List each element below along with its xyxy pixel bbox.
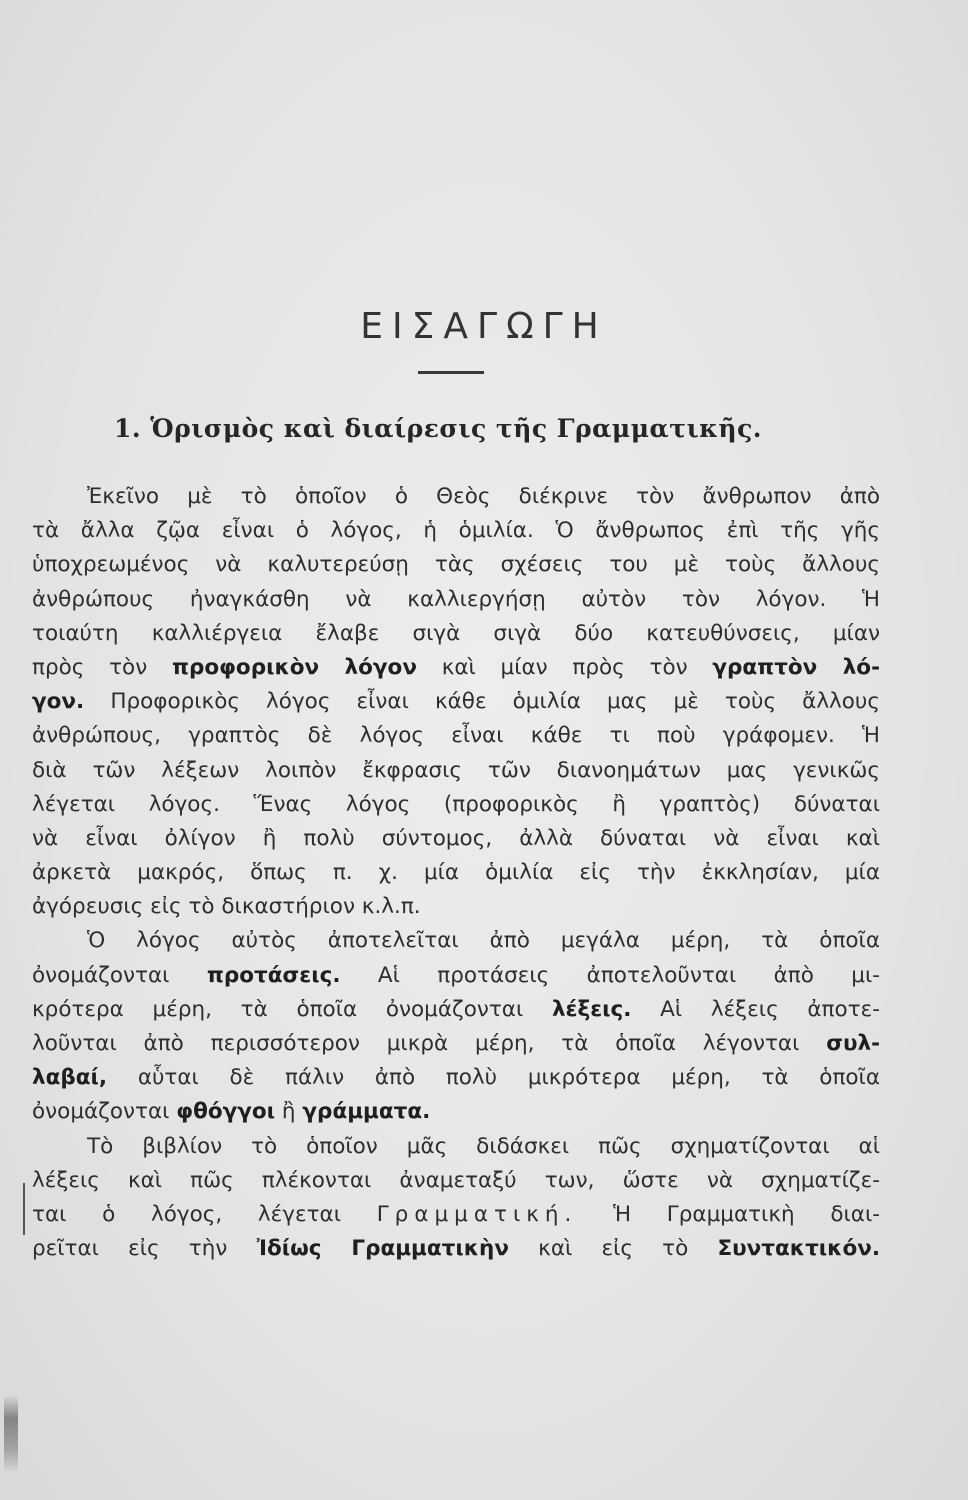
text-line: ἀνθρώπους, γραπτὸς δὲ λόγος εἶναι κάθε τι ποὺ γράφομεν. Ἡ xyxy=(32,723,880,749)
emphasis-term: Ἰδίως Γραμματικὴν xyxy=(256,1236,509,1262)
emphasis-term: λέξεις. xyxy=(551,996,632,1022)
text-span: Αἱ λέξεις ἀποτε- xyxy=(660,996,880,1022)
text-line: τοιαύτη καλλιέργεια ἔλαβε σιγὰ σιγὰ δύο κατευθύνσεις, μίαν xyxy=(32,620,880,646)
emphasis-term: γραπτὸν λό- xyxy=(712,654,880,680)
section-heading: 1. Ὁρισμὸς καὶ διαίρεσις τῆς Γραμματικῆς. xyxy=(114,414,763,443)
text-span: Προφορικὸς λόγος εἶναι κάθε ὁμιλία μας μὲ τοὺς ἄλλους xyxy=(110,689,880,715)
text-span: λοῦνται ἀπὸ περισσότερον μικρὰ μέρη, τὰ ὁποῖα λέγονται xyxy=(32,1031,800,1056)
emphasis-term: φθόγγοι xyxy=(176,1099,276,1125)
text-line: λέγεται λόγος. Ἕνας λόγος (προφορικὸς ἢ γραπτὸς) δύναται xyxy=(32,791,880,817)
page-smudge xyxy=(4,1395,18,1473)
text-line xyxy=(32,993,880,1027)
text-line: διὰ τῶν λέξεων λοιπὸν ἔκφρασις τῶν διανοημάτων μας γενικῶς xyxy=(32,757,880,783)
text-span: ται ὁ λόγος, λέγεται xyxy=(32,1201,341,1227)
page-title: ΕΙΣΑΓΩΓΗ xyxy=(360,306,608,347)
text-line: ἀνθρώπους ἠναγκάσθη νὰ καλλιεργήσῃ αὐτὸν τὸν λόγον. Ἡ xyxy=(32,586,880,612)
text-span: Ἡ Γραμματικὴ διαι- xyxy=(613,1201,880,1227)
spaced-term: Γραμματική. xyxy=(376,1201,578,1227)
text-span: Αἱ προτάσεις ἀποτελοῦνται ἀπὸ μι- xyxy=(377,962,880,988)
emphasis-term: λαβαί, xyxy=(32,1065,108,1091)
body-text xyxy=(32,480,880,1266)
text-line: τὰ ἄλλα ζῷα εἶναι ὁ λόγος, ἡ ὁμιλία. Ὁ ἄνθρωπος ἐπὶ τῆς γῆς xyxy=(32,518,880,544)
text-span: αὗται δὲ πάλιν ἀπὸ πολὺ μικρότερα μέρη, τὰ ὁποῖα xyxy=(137,1065,880,1091)
text-line xyxy=(32,1198,880,1232)
text-span: ὀνομάζονται xyxy=(32,1099,170,1125)
text-line xyxy=(32,1061,880,1095)
emphasis-term: προφορικὸν λόγον xyxy=(171,654,417,680)
emphasis-term: Συντακτικόν. xyxy=(717,1236,881,1262)
emphasis-term: συλ- xyxy=(826,1031,880,1056)
emphasis-term: γράμματα. xyxy=(302,1099,431,1125)
text-line xyxy=(32,1232,880,1266)
margin-mark xyxy=(23,1183,25,1235)
text-line: ὑποχρεωμένος νὰ καλυτερεύσῃ τὰς σχέσεις του μὲ τοὺς ἄλλους xyxy=(32,552,880,578)
emphasis-term: προτάσεις. xyxy=(206,962,341,988)
text-span: πρὸς τὸν xyxy=(32,654,148,680)
text-line xyxy=(32,959,880,993)
text-span: ἢ xyxy=(281,1099,296,1125)
text-line xyxy=(32,651,880,685)
title-underline-rule xyxy=(418,371,484,374)
emphasis-term: γον. xyxy=(32,689,85,715)
text-span: καὶ εἰς τὸ xyxy=(538,1236,689,1262)
text-line: Ἐκεῖνο μὲ τὸ ὁποῖον ὁ Θεὸς διέκρινε τὸν ἄνθρωπον ἀπὸ xyxy=(87,484,880,509)
text-line: ἀγόρευσις εἰς τὸ δικαστήριον κ.λ.π. xyxy=(32,894,421,920)
text-line: λέξεις καὶ πῶς πλέκονται ἀναμεταξύ των, ὥστε νὰ σχηματίζε- xyxy=(32,1167,880,1193)
text-line xyxy=(32,1095,880,1129)
text-span: καὶ μίαν πρὸς τὸν xyxy=(441,654,688,680)
text-span: ὀνομάζονται xyxy=(32,962,170,988)
text-span: ρεῖται εἰς τὴν xyxy=(32,1236,228,1262)
text-line xyxy=(32,685,880,719)
text-line xyxy=(32,1027,880,1061)
text-span: κρότερα μέρη, τὰ ὁποῖα ὀνομάζονται xyxy=(32,996,524,1022)
text-line: νὰ εἶναι ὀλίγον ἢ πολὺ σύντομος, ἀλλὰ δύναται νὰ εἶναι καὶ xyxy=(32,825,880,851)
text-line: Ὁ λόγος αὐτὸς ἀποτελεῖται ἀπὸ μεγάλα μέρη, τὰ ὁποῖα xyxy=(87,928,880,954)
text-line: ἀρκετὰ μακρός, ὅπως π. χ. μία ὁμιλία εἰς τὴν ἐκκλησίαν, μία xyxy=(32,860,880,886)
text-line: Τὸ βιβλίον τὸ ὁποῖον μᾶς διδάσκει πῶς σχηματίζονται αἱ xyxy=(87,1133,880,1159)
